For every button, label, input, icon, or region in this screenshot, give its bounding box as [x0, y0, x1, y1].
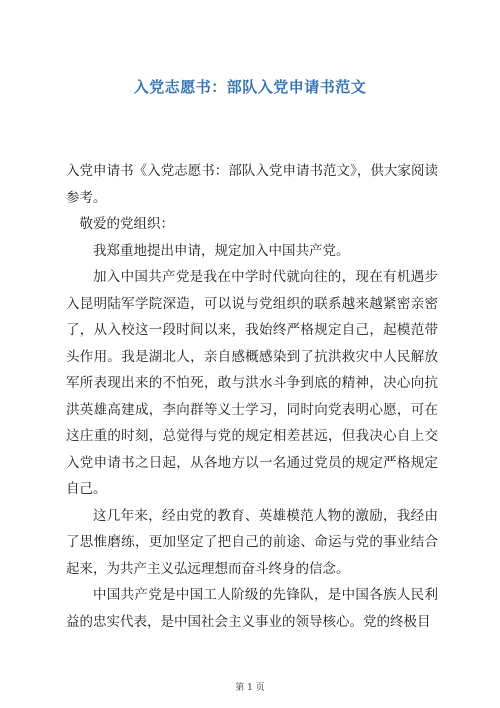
body-paragraph: 中国共产党是中国工人阶级的先锋队，是中国各族人民利益的忠实代表，是中国社会主义事业的领导核心。党的终极目 — [66, 587, 438, 630]
body-paragraph: 我郑重地提出申请，规定加入中国共产党。 — [93, 242, 350, 259]
salutation: 敬爱的党组织： — [79, 216, 174, 232]
page-number: 第 1 页 — [235, 683, 265, 693]
body-paragraph: 这几年来，经由党的教育、英雄模范人物的激励，我经由了思惟磨练，更加坚定了把自己的前途、命运与党的事业结合起来，为共产主义弘远理想而奋斗终身的信念。 — [66, 507, 438, 577]
intro-paragraph: 入党申请书《入党志愿书：部队入党申请书范文》，供大家阅读参考。 — [66, 163, 438, 206]
body-paragraph: 加入中国共产党是我在中学时代就向往的，现在有机遇步入昆明陆军学院深造，可以说与党组织的联系越来越紧密亲密了，从入校这一段时间以来，我始终严格规定自己，起模范带头作用。我是湖北人，亲自感概感染到了抗洪救灾中人民解放军所表现出来的不怕死，敢与洪水斗争到底的精神，决心向抗洪英雄高建成，李向群等义士学习，同时向党表明心愿，可在这庄重的时刻，总觉得与党的规定相差甚远，但我决心自上交入党申请书之日起，从各地方以一名通过党员的规定严格规定自己。 — [66, 269, 438, 497]
document-body — [66, 158, 438, 635]
document-title: 入党志愿书：部队入党申请书范文 — [133, 78, 367, 96]
